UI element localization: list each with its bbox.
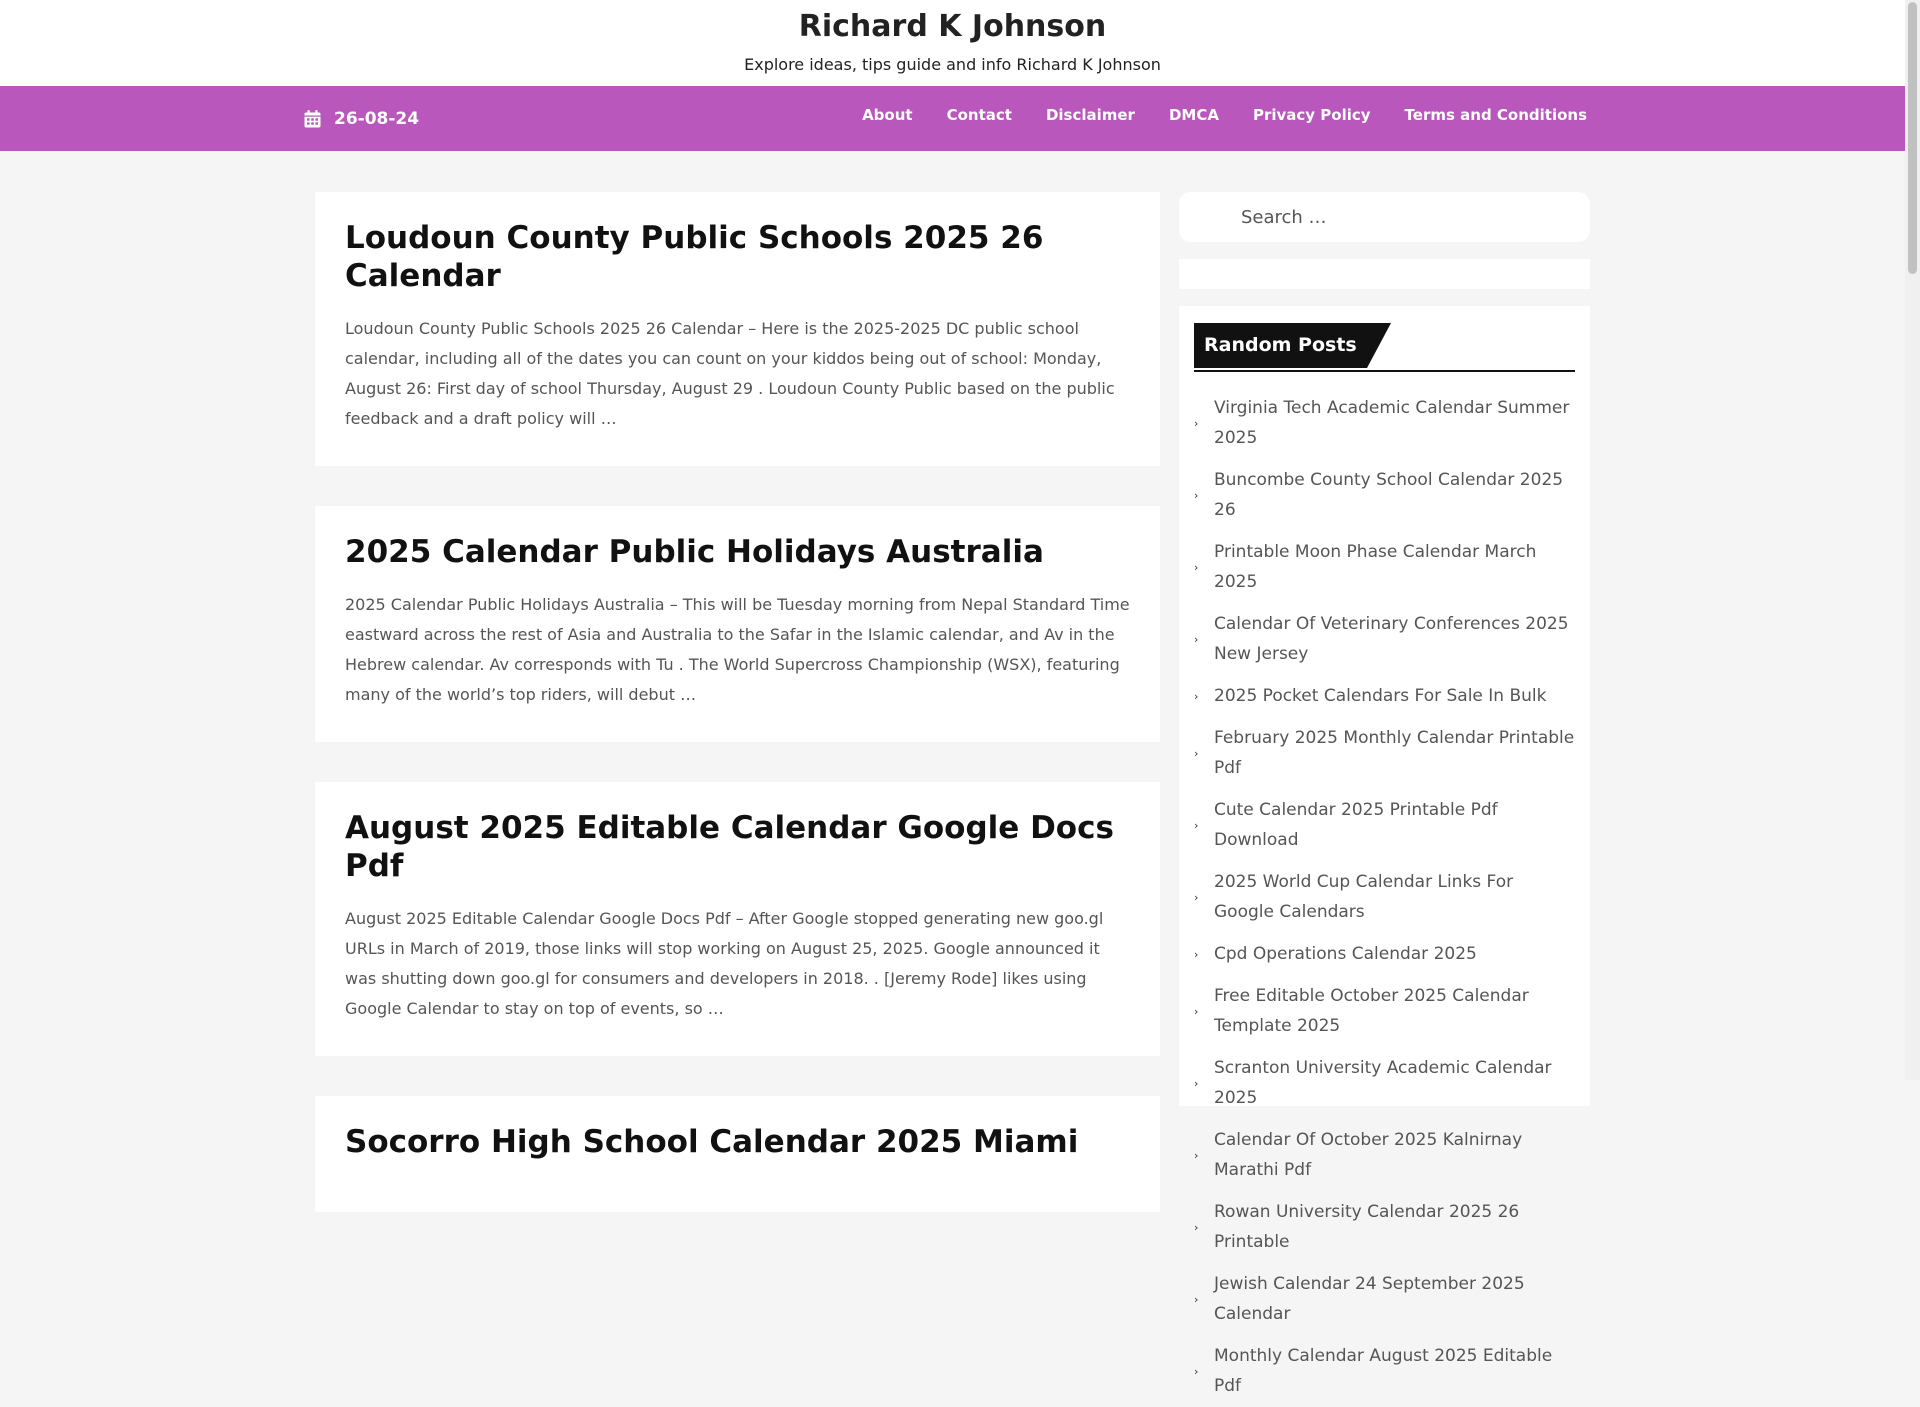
- main-navbar: [0, 86, 1905, 151]
- list-item[interactable]: › Printable Moon Phase Calendar March 2025: [1194, 542, 1537, 592]
- empty-widget: [1179, 259, 1590, 289]
- page-scrollbar[interactable]: [1905, 0, 1920, 1080]
- nav-menu: [862, 82, 1587, 147]
- chevron-right-icon: ›: [1194, 560, 1199, 574]
- nav-link-terms[interactable]: Terms and Conditions: [1404, 105, 1587, 124]
- random-posts-list: [1194, 387, 1575, 1407]
- widget-title: Random Posts: [1194, 323, 1367, 368]
- list-item[interactable]: › Free Editable October 2025 Calendar Template 2025: [1194, 986, 1529, 1036]
- main-content: [315, 192, 1160, 1252]
- chevron-right-icon: ›: [1194, 1292, 1199, 1306]
- nav-link-dmca[interactable]: DMCA: [1168, 105, 1219, 124]
- chevron-right-icon: ›: [1194, 488, 1199, 502]
- chevron-right-icon: ›: [1194, 416, 1199, 430]
- list-item[interactable]: › Cute Calendar 2025 Printable Pdf Download: [1194, 800, 1498, 850]
- post-title[interactable]: Socorro High School Calendar 2025 Miami: [345, 1124, 1079, 1160]
- list-item[interactable]: › 2025 Pocket Calendars For Sale In Bulk: [1194, 686, 1547, 706]
- list-item[interactable]: › Cpd Operations Calendar 2025: [1194, 944, 1477, 964]
- chevron-right-icon: ›: [1194, 632, 1199, 646]
- post-card: [315, 506, 1160, 742]
- list-item[interactable]: › 2025 World Cup Calendar Links For Google Calendars: [1194, 872, 1514, 922]
- date-text: 26-08-24: [334, 108, 420, 129]
- header-date: [304, 86, 419, 151]
- list-item[interactable]: › Buncombe County School Calendar 2025 26: [1194, 470, 1564, 520]
- chevron-right-icon: ›: [1194, 947, 1199, 961]
- list-item[interactable]: › Scranton University Academic Calendar 2025: [1194, 1058, 1552, 1108]
- random-posts-widget: [1179, 306, 1590, 1396]
- chevron-right-icon: ›: [1194, 746, 1199, 760]
- site-title[interactable]: Richard K Johnson: [798, 9, 1107, 44]
- nav-link-privacy-policy[interactable]: Privacy Policy: [1252, 105, 1371, 124]
- list-item[interactable]: › February 2025 Monthly Calendar Printable Pdf: [1194, 728, 1575, 778]
- chevron-right-icon: ›: [1194, 818, 1199, 832]
- post-excerpt: August 2025 Editable Calendar Google Docs Pdf – After Google stopped generating new goo.gl URLs in March of 2019, those links will stop working on August 25, 2025. Google announced it was shutting down goo.gl for consumers and developers in 2018. . [Jeremy Rode] likes using Google Calendar to stay on top of events, so …: [345, 909, 1104, 1018]
- nav-link-contact[interactable]: Contact: [946, 105, 1012, 124]
- list-item[interactable]: › Calendar Of Veterinary Conferences 2025 New Jersey: [1194, 614, 1569, 664]
- list-item[interactable]: › Monthly Calendar August 2025 Editable Pdf: [1194, 1346, 1553, 1396]
- scrollbar-thumb[interactable]: [1908, 2, 1917, 274]
- post-card: [315, 192, 1160, 466]
- chevron-right-icon: ›: [1194, 689, 1199, 703]
- post-card: [315, 1096, 1160, 1212]
- search-input[interactable]: [1239, 206, 1563, 229]
- nav-link-about[interactable]: About: [862, 105, 913, 124]
- nav-link-disclaimer[interactable]: Disclaimer: [1045, 105, 1135, 124]
- sidebar: [1179, 192, 1590, 1396]
- post-excerpt: 2025 Calendar Public Holidays Australia – This will be Tuesday morning from Nepal Standard Time eastward across the rest of Asia and Australia to the Safar in the Islamic calendar, and Av in the Hebrew calendar. Av corresponds with Tu . The World Supercross Championship (WSX), featuring many of the world’s top riders, will debut …: [345, 595, 1130, 704]
- post-title[interactable]: 2025 Calendar Public Holidays Australia: [345, 534, 1044, 570]
- chevron-right-icon: ›: [1194, 1148, 1199, 1162]
- chevron-right-icon: ›: [1194, 890, 1199, 904]
- post-excerpt: Loudoun County Public Schools 2025 26 Calendar – Here is the 2025-2025 DC public school calendar, including all of the dates you can count on your kiddos being out of school: Monday, August 26: First day of school Thursday, August 29 . Loudoun County Public based on the public feedback and a draft policy will …: [345, 319, 1115, 428]
- post-title[interactable]: Loudoun County Public Schools 2025 26 Calendar: [345, 220, 1044, 294]
- list-item[interactable]: › Virginia Tech Academic Calendar Summer 2025: [1194, 398, 1570, 448]
- chevron-right-icon: ›: [1194, 1220, 1199, 1234]
- calendar-icon: [304, 110, 321, 128]
- post-card: [315, 782, 1160, 1056]
- chevron-right-icon: ›: [1194, 1364, 1199, 1378]
- chevron-right-icon: ›: [1194, 1076, 1199, 1090]
- widget-title-row: [1194, 306, 1575, 372]
- search-box: [1179, 192, 1590, 242]
- post-title[interactable]: August 2025 Editable Calendar Google Docs Pdf: [345, 810, 1114, 884]
- site-tagline: Explore ideas, tips guide and info Richard K Johnson: [744, 55, 1161, 74]
- list-item[interactable]: › Calendar Of October 2025 Kalnirnay Marathi Pdf: [1194, 1130, 1523, 1180]
- list-item[interactable]: › Rowan University Calendar 2025 26 Printable: [1194, 1202, 1520, 1252]
- list-item[interactable]: › Jewish Calendar 24 September 2025 Calendar: [1194, 1274, 1525, 1324]
- chevron-right-icon: ›: [1194, 1004, 1199, 1018]
- site-header: [0, 0, 1905, 86]
